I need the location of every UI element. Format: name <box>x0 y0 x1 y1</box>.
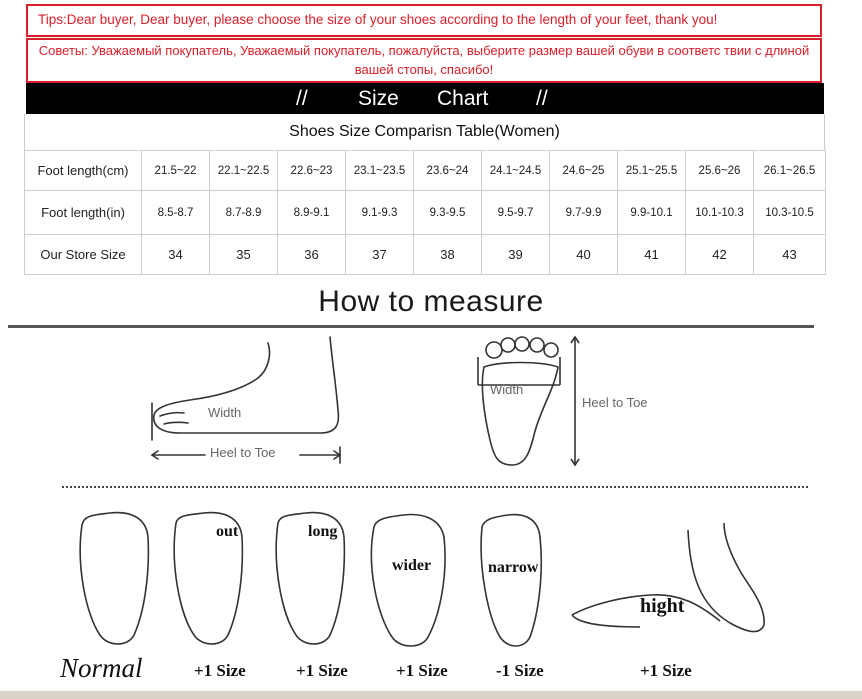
row-label: Our Store Size <box>25 235 142 275</box>
top-foot-illustration <box>478 337 579 465</box>
label-size-wider: +1 Size <box>396 661 448 680</box>
table-cell: 24.6~25 <box>550 151 618 191</box>
table-cell: 9.3-9.5 <box>414 191 482 235</box>
label-size-out: +1 Size <box>194 661 246 680</box>
table-row <box>25 235 826 275</box>
measure-title: How to measure <box>318 285 544 318</box>
label-size-hight: +1 Size <box>640 661 692 680</box>
bottom-feet-illustrations <box>80 513 764 646</box>
table-cell: 38 <box>414 235 482 275</box>
table-cell: 34 <box>142 235 210 275</box>
side-width-label: Width <box>208 405 242 420</box>
table-cell: 41 <box>618 235 686 275</box>
table-cell: 35 <box>210 235 278 275</box>
table-cell: 9.1-9.3 <box>346 191 414 235</box>
size-table <box>24 150 826 275</box>
how-to-measure-section <box>0 275 862 699</box>
table-cell: 8.9-9.1 <box>278 191 346 235</box>
table-cell: 9.5-9.7 <box>482 191 550 235</box>
bottom-photo-strip <box>0 691 862 699</box>
table-cell: 10.3-10.5 <box>754 191 826 235</box>
row-label: Foot length(in) <box>25 191 142 235</box>
table-cell: 23.1~23.5 <box>346 151 414 191</box>
table-cell: 21.5~22 <box>142 151 210 191</box>
table-cell: 40 <box>550 235 618 275</box>
label-size-long: +1 Size <box>296 661 348 680</box>
table-cell: 10.1-10.3 <box>686 191 754 235</box>
table-cell: 9.9-10.1 <box>618 191 686 235</box>
table-cell: 43 <box>754 235 826 275</box>
table-cell: 36 <box>278 235 346 275</box>
table-cell: 26.1~26.5 <box>754 151 826 191</box>
banner-word-size: Size <box>358 87 399 110</box>
table-cell: 23.6~24 <box>414 151 482 191</box>
label-size-narrow: -1 Size <box>496 661 544 680</box>
tips-english: Tips:Dear buyer, Dear buyer, please choose the size of your shoes according to the length of your feet, thank you! <box>26 4 822 37</box>
size-comparison-table <box>24 114 825 274</box>
banner-left-mark: // <box>296 87 308 110</box>
table-cell: 24.1~24.5 <box>482 151 550 191</box>
table-cell: 22.1~22.5 <box>210 151 278 191</box>
table-cell: 8.7-8.9 <box>210 191 278 235</box>
label-hight: hight <box>640 595 685 617</box>
label-normal: Normal <box>60 653 143 683</box>
label-long: long <box>308 523 338 540</box>
dotted-divider <box>62 486 808 488</box>
banner-right-mark: // <box>536 87 548 110</box>
top-width-label: Width <box>490 382 524 397</box>
table-cell: 39 <box>482 235 550 275</box>
label-out: out <box>216 523 239 540</box>
table-cell: 25.6~26 <box>686 151 754 191</box>
table-cell: 42 <box>686 235 754 275</box>
table-row <box>25 151 826 191</box>
row-label: Foot length(cm) <box>25 151 142 191</box>
table-cell: 25.1~25.5 <box>618 151 686 191</box>
label-narrow: narrow <box>488 559 539 576</box>
table-row <box>25 191 826 235</box>
table-cell: 8.5-8.7 <box>142 191 210 235</box>
size-chart-banner <box>26 83 824 114</box>
table-cell: 22.6~23 <box>278 151 346 191</box>
table-cell: 37 <box>346 235 414 275</box>
table-cell: 9.7-9.9 <box>550 191 618 235</box>
banner-word-chart: Chart <box>437 87 489 110</box>
label-wider: wider <box>392 557 432 574</box>
side-heel-to-toe-label: Heel to Toe <box>210 445 276 460</box>
top-heel-to-toe-label: Heel to Toe <box>582 395 648 410</box>
tips-russian: Советы: Уважаемый покупатель, Уважаемый покупатель, пожалуйста, выберите размер вашей обуви в соответс твии с длиной вашей стопы, спасибо! <box>26 38 822 83</box>
table-title: Shoes Size Comparisn Table(Women) <box>24 114 825 150</box>
